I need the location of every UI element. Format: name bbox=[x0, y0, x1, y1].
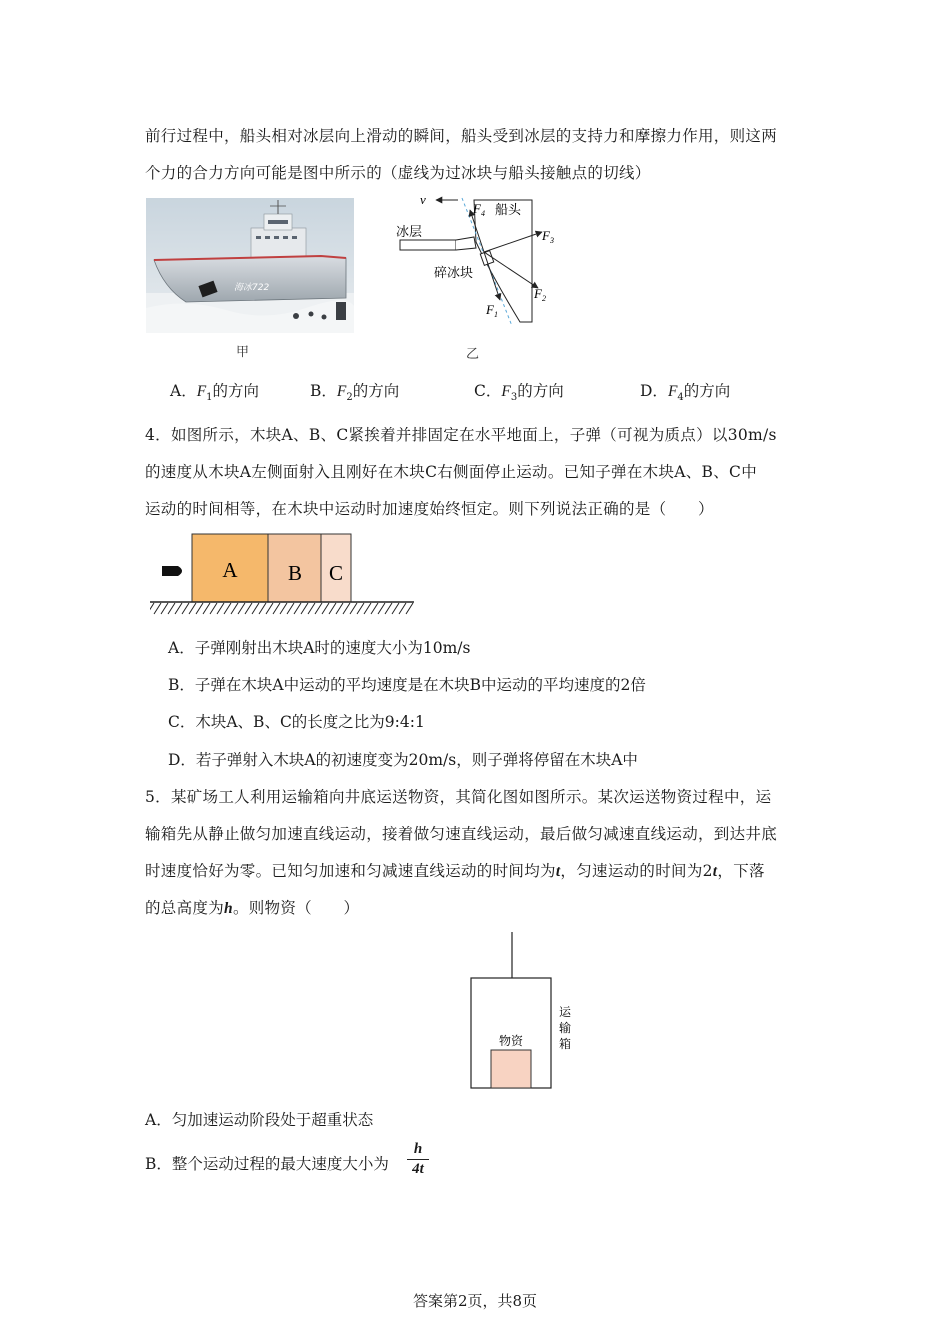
ground-hatch-line bbox=[308, 603, 315, 614]
ground-hatch-line bbox=[210, 603, 217, 614]
ground-hatch-line bbox=[406, 603, 413, 614]
ice-layer-label: 冰层 bbox=[396, 225, 423, 240]
q5-text-line1: 5．某矿场工人利用运输箱向井底运送物资，其简化图如图所示。某次运送物资过程中，运 bbox=[145, 788, 772, 806]
q4-text-line1: 4．如图所示，木块A、B、C紧挨着并排固定在水平地面上，子弹（可视为质点）以30m/s bbox=[145, 426, 777, 444]
ship-name-text: 海冰722 bbox=[234, 283, 270, 293]
q5-text-line3: 时速度恰好为零。已知匀加速和匀减速直线运动的时间均为t，匀速运动的时间为2t，下落 bbox=[145, 862, 765, 880]
icebreaker-photo bbox=[146, 198, 354, 333]
ground-hatch-line bbox=[336, 603, 343, 614]
ground-hatch-line bbox=[168, 603, 175, 614]
q3-option-d: D．$F_4$的方向 bbox=[640, 382, 731, 404]
ground-hatch-line bbox=[357, 603, 364, 614]
bullet-icon bbox=[162, 566, 182, 576]
ground-hatch-line bbox=[150, 603, 154, 614]
ground-hatch-line bbox=[161, 603, 168, 614]
ground-hatch-line bbox=[350, 603, 357, 614]
ground-hatch-line bbox=[364, 603, 371, 614]
cargo-box bbox=[491, 1050, 531, 1088]
f2-label: $F_2$ bbox=[534, 286, 546, 303]
block-a-label: A bbox=[222, 558, 238, 582]
max-speed-fraction bbox=[407, 1140, 429, 1179]
container-label-2: 输 bbox=[558, 1021, 572, 1035]
q5-option-a: A．匀加速运动阶段处于超重状态 bbox=[145, 1111, 374, 1129]
ground-hatch-line bbox=[315, 603, 322, 614]
ground-hatch-line bbox=[217, 603, 224, 614]
q4-option-c: C．木块A、B、C的长度之比为9:4:1 bbox=[168, 713, 425, 731]
q3-option-b: B．$F_2$的方向 bbox=[310, 382, 400, 404]
ground-hatch-line bbox=[252, 603, 259, 614]
ground-hatch-line bbox=[371, 603, 378, 614]
q3-option-a: A．$F_1$的方向 bbox=[170, 382, 260, 404]
bow-label: 船头 bbox=[495, 203, 522, 218]
container-label-1: 运 bbox=[558, 1005, 572, 1019]
q3-text-line1: 前行过程中，船头相对冰层向上滑动的瞬间，船头受到冰层的支持力和摩擦力作用，则这两 bbox=[145, 127, 778, 145]
ground-hatch-line bbox=[273, 603, 280, 614]
q4-text-line3: 运动的时间相等，在木块中运动时加速度始终恒定。则下列说法正确的是（ ） bbox=[145, 500, 714, 518]
page-footer: 答案第2页，共8页 bbox=[412, 1292, 538, 1310]
ground-hatch-line bbox=[294, 603, 301, 614]
ground-hatch-line bbox=[238, 603, 245, 614]
q5-option-b: B．整个运动过程的最大速度大小为 bbox=[145, 1155, 389, 1173]
f1-label: $F_1$ bbox=[486, 302, 498, 319]
blocks-diagram bbox=[150, 530, 418, 620]
container-label-3: 箱 bbox=[558, 1037, 572, 1051]
ground-hatch-line bbox=[196, 603, 203, 614]
ground-hatch-line bbox=[259, 603, 266, 614]
q4-option-d: D．若子弹射入木块A的初速度变为20m/s，则子弹将停留在木块A中 bbox=[168, 751, 638, 769]
ground-hatch-line bbox=[245, 603, 252, 614]
ground-hatch-line bbox=[322, 603, 329, 614]
diagram-caption: 乙 bbox=[466, 347, 480, 362]
force-diagram bbox=[396, 190, 566, 330]
ground-hatch-line bbox=[280, 603, 287, 614]
q4-option-b: B．子弹在木块A中运动的平均速度是在木块B中运动的平均速度的2倍 bbox=[168, 676, 646, 694]
ground-hatch-line bbox=[385, 603, 392, 614]
q4-text-line2: 的速度从木块A左侧面射入且刚好在木块C右侧面停止运动。已知子弹在木块A、B、C中 bbox=[145, 463, 757, 481]
ground-hatch-line bbox=[343, 603, 350, 614]
block-c-label: C bbox=[328, 561, 344, 585]
ground-hatch-line bbox=[392, 603, 399, 614]
q3-option-c: C．$F_3$的方向 bbox=[474, 382, 564, 404]
ground-hatch-line bbox=[203, 603, 210, 614]
fraction-denominator: 4t bbox=[412, 1161, 424, 1177]
ground-hatch-line bbox=[182, 603, 189, 614]
ground-hatch-line bbox=[231, 603, 238, 614]
velocity-label: v bbox=[420, 192, 426, 207]
ground-hatch-line bbox=[189, 603, 196, 614]
ground-hatch-line bbox=[287, 603, 294, 614]
ground-hatch-line bbox=[378, 603, 385, 614]
q4-option-a: A．子弹刚射出木块A时的速度大小为10m/s bbox=[168, 639, 471, 657]
f3-label: $F_3$ bbox=[542, 228, 554, 245]
broken-ice-label: 碎冰块 bbox=[434, 266, 474, 281]
ground-hatch-line bbox=[175, 603, 182, 614]
container-diagram bbox=[465, 932, 585, 1094]
q5-text-line2: 输箱先从静止做匀加速直线运动，接着做匀速直线运动，最后做匀减速直线运动，到达井底 bbox=[145, 825, 778, 843]
block-b-label: B bbox=[287, 561, 303, 585]
ground-hatch-line bbox=[329, 603, 336, 614]
f4-label: $F_4$ bbox=[473, 201, 485, 218]
q3-text-line2: 个力的合力方向可能是图中所示的（虚线为过冰块与船头接触点的切线） bbox=[145, 164, 651, 182]
ground-hatch-line bbox=[266, 603, 273, 614]
ground-hatch-line bbox=[224, 603, 231, 614]
fraction-numerator: h bbox=[407, 1140, 429, 1160]
photo-caption: 甲 bbox=[236, 345, 250, 360]
ground-hatch-line bbox=[399, 603, 406, 614]
ground-hatch-line bbox=[301, 603, 308, 614]
q5-text-line4: 的总高度为h。则物资（ ） bbox=[145, 899, 360, 917]
ground-hatch-line bbox=[154, 603, 161, 614]
cargo-label: 物资 bbox=[498, 1034, 524, 1048]
